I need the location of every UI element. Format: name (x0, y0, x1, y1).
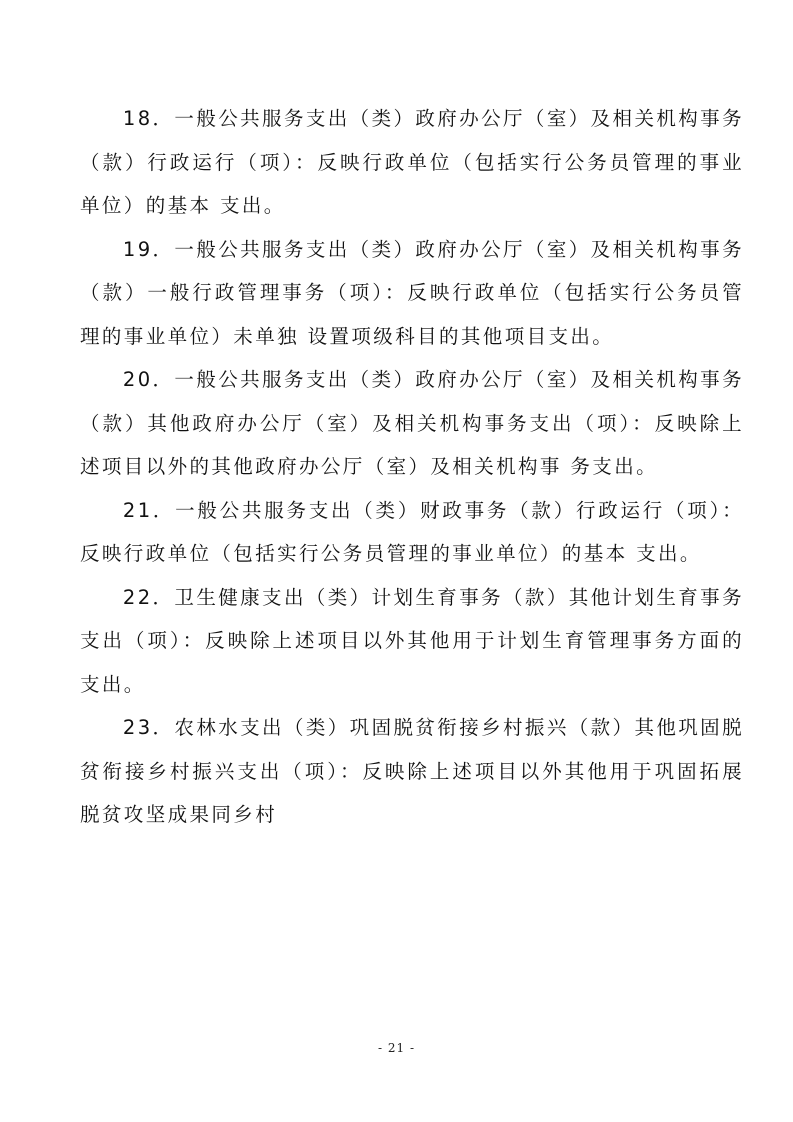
paragraph-18: 18．一般公共服务支出（类）政府办公厅（室）及相关机构事务（款）行政运行（项）：反映行政单位（包括实行公务员管理的事业单位）的基本 支出。 (80, 107, 744, 217)
page-number: - 21 - (377, 1041, 415, 1055)
document-body (80, 97, 744, 837)
paragraph-22: 22．卫生健康支出（类）计划生育事务（款）其他计划生育事务支出（项）：反映除上述项目以外其他用于计划生育管理事务方面的支出。 (80, 585, 744, 696)
paragraph-20: 20．一般公共服务支出（类）政府办公厅（室）及相关机构事务（款）其他政府办公厅（室）及相关机构事务支出（项）：反映除上述项目以外的其他政府办公厅（室）及相关机构事 务支出。 (80, 368, 744, 478)
paragraph-19: 19．一般公共服务支出（类）政府办公厅（室）及相关机构事务（款）一般行政管理事务（项）：反映行政单位（包括实行公务员管理的事业单位）未单独 设置项级科目的其他项目支出。 (80, 237, 744, 348)
paragraph-23: 23．农林水支出（类）巩固脱贫衔接乡村振兴（款）其他巩固脱贫衔接乡村振兴支出（项）：反映除上述项目以外其他用于巩固拓展脱贫攻坚成果同乡村 (80, 716, 744, 826)
paragraph-21: 21．一般公共服务支出（类）财政事务（款）行政运行（项）：反映行政单位（包括实行公务员管理的事业单位）的基本 支出。 (80, 498, 744, 565)
